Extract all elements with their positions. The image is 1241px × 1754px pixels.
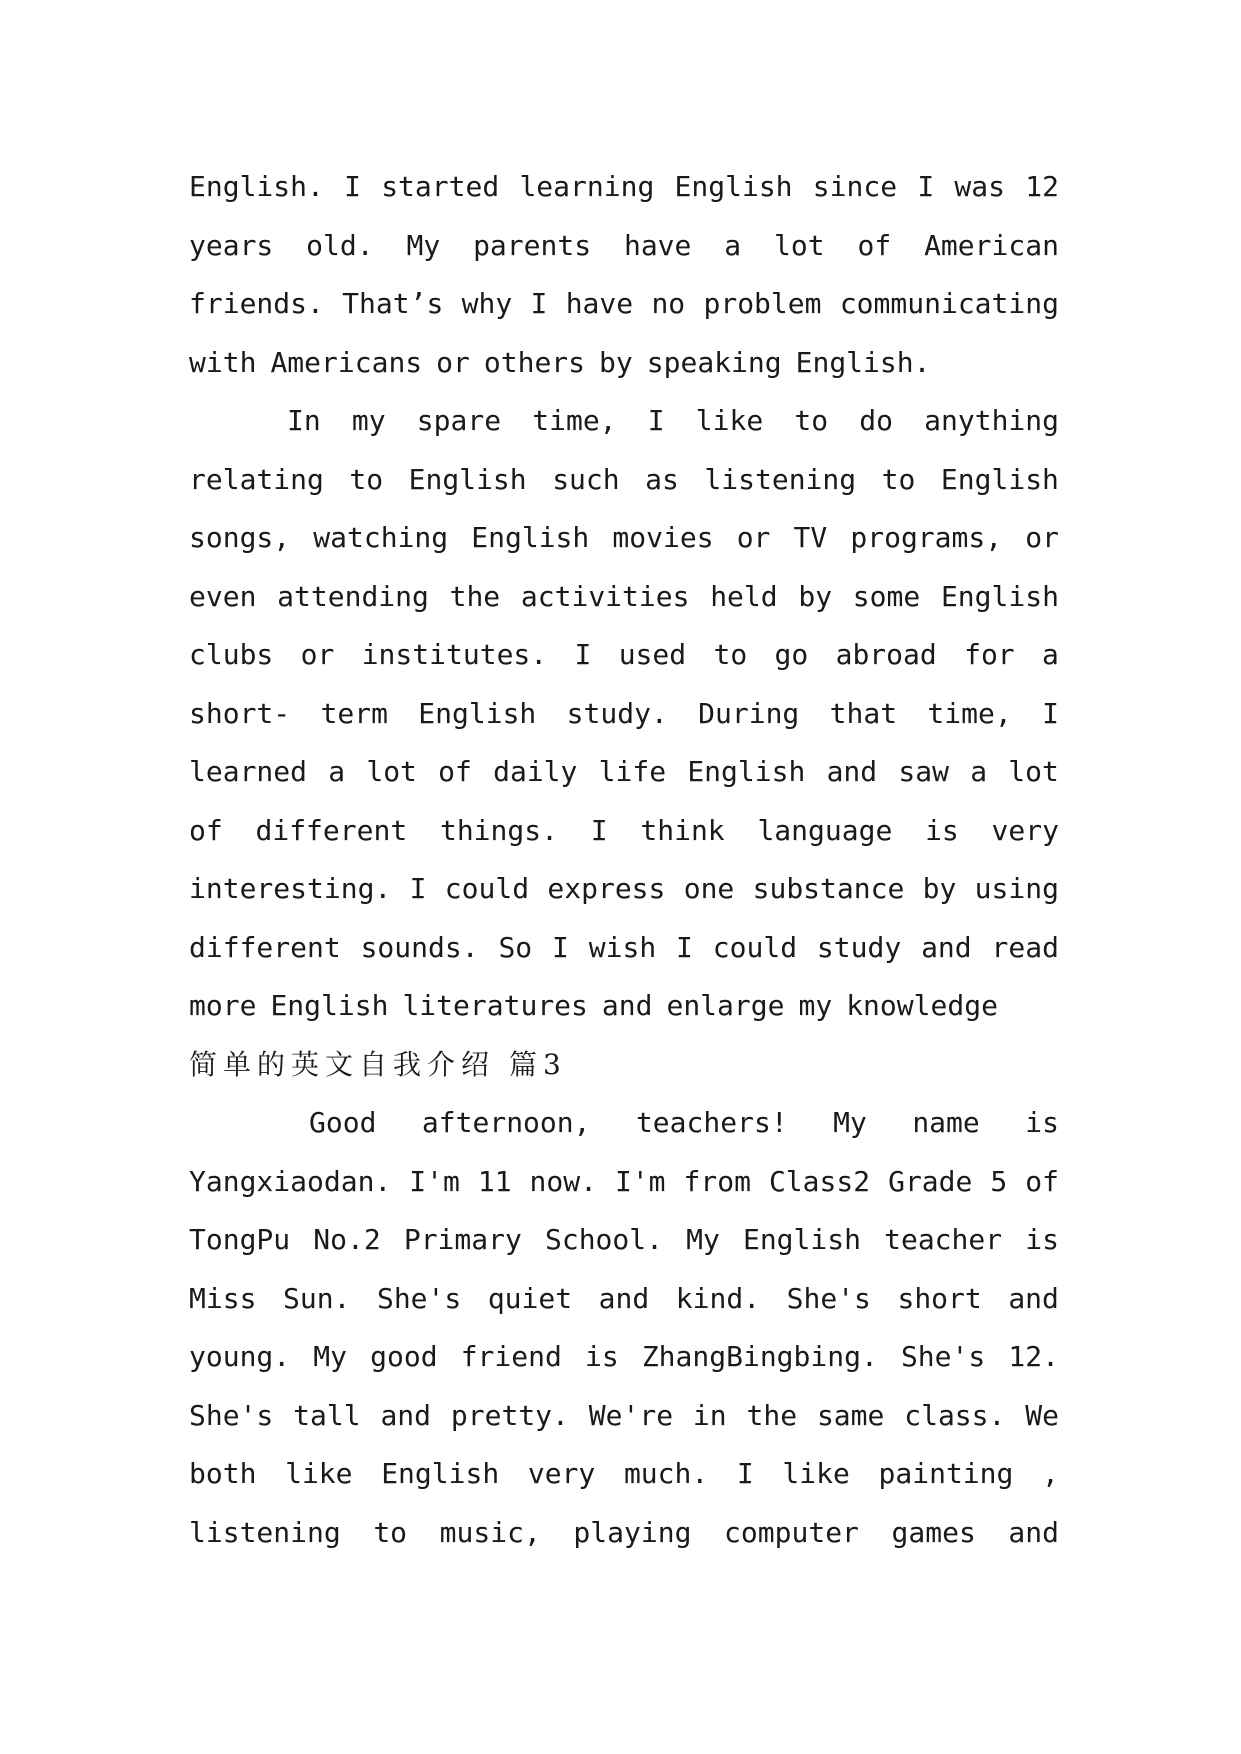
word: have xyxy=(623,228,692,262)
text-line xyxy=(189,1504,1059,1563)
word: go xyxy=(774,638,809,671)
word: listening xyxy=(189,1515,341,1549)
word: We're xyxy=(588,1398,674,1432)
word: lot xyxy=(366,755,417,788)
word: My xyxy=(406,228,441,262)
word: Americans xyxy=(270,345,423,379)
word: and xyxy=(598,1281,650,1315)
word: a xyxy=(328,755,346,788)
word: Grade xyxy=(888,1164,973,1198)
word: During xyxy=(698,696,800,730)
word: computer xyxy=(724,1515,859,1549)
word: clubs xyxy=(189,638,274,671)
word: class. xyxy=(904,1398,1006,1432)
word: teachers! xyxy=(635,1106,788,1139)
text-line xyxy=(189,392,1059,451)
word: was xyxy=(954,170,1005,203)
word: English. xyxy=(189,170,324,203)
word: Good xyxy=(309,1106,377,1139)
word: now. xyxy=(529,1164,597,1198)
word: I xyxy=(1042,696,1059,730)
text-line xyxy=(189,334,1059,393)
word: learned xyxy=(189,755,308,788)
word: term xyxy=(320,696,388,730)
word: in xyxy=(692,1398,727,1432)
text-line xyxy=(189,451,1059,510)
word: from xyxy=(683,1164,751,1198)
word: like xyxy=(782,1457,850,1490)
word: wish xyxy=(588,930,657,964)
word: the xyxy=(449,579,501,613)
word: since xyxy=(812,170,898,203)
text-line xyxy=(189,1211,1059,1270)
word: study xyxy=(816,930,902,964)
word: the xyxy=(746,1398,798,1432)
word: quiet xyxy=(487,1281,573,1315)
word: life xyxy=(598,755,667,788)
word: is xyxy=(925,813,959,847)
word: teacher xyxy=(884,1223,1003,1256)
word: some xyxy=(852,579,921,613)
word: as xyxy=(645,462,679,496)
word: like xyxy=(695,404,764,437)
word: School. xyxy=(544,1223,663,1256)
word: 5 xyxy=(990,1164,1008,1198)
word: playing xyxy=(573,1515,692,1549)
word: time, xyxy=(927,696,1012,730)
text-line xyxy=(189,802,1059,861)
word: TongPu xyxy=(189,1223,291,1256)
word: Sun. xyxy=(282,1281,351,1315)
word: to xyxy=(349,462,384,496)
word: saw xyxy=(898,755,949,788)
word: attending xyxy=(277,579,429,613)
word: We xyxy=(1025,1398,1059,1432)
word: very xyxy=(991,813,1059,847)
text-line xyxy=(189,977,1059,1036)
word: that xyxy=(829,696,898,730)
word: others xyxy=(483,345,586,379)
word: English xyxy=(687,755,806,788)
word: young. xyxy=(189,1340,291,1373)
word: like xyxy=(285,1457,353,1490)
word: and xyxy=(826,755,878,788)
word: games xyxy=(891,1515,976,1549)
word: That’s xyxy=(342,287,444,320)
word: and xyxy=(1008,1515,1059,1549)
text-line xyxy=(189,1387,1059,1446)
word: parents xyxy=(473,228,592,262)
word: I'm xyxy=(409,1164,460,1198)
text-line xyxy=(189,685,1059,744)
word: why xyxy=(461,287,513,320)
word: name xyxy=(912,1106,980,1139)
word: problem xyxy=(703,287,822,320)
word: I xyxy=(344,170,361,203)
word: I xyxy=(530,287,548,320)
word: no xyxy=(651,287,686,320)
word: is xyxy=(584,1340,619,1373)
word: English xyxy=(742,1223,861,1256)
word: I'm xyxy=(614,1164,666,1198)
word: things. xyxy=(439,813,558,847)
word: abroad xyxy=(835,638,937,671)
word: good xyxy=(370,1340,438,1373)
word: ZhangBingbing. xyxy=(641,1340,878,1373)
word: used xyxy=(618,638,687,671)
word: pretty. xyxy=(450,1398,569,1432)
word: music, xyxy=(439,1515,541,1549)
word: one xyxy=(683,872,735,905)
word: old. xyxy=(306,228,374,262)
word: a xyxy=(724,228,742,262)
word: by xyxy=(599,345,633,379)
word: of xyxy=(1025,1164,1059,1198)
text-line xyxy=(189,919,1059,978)
word: different xyxy=(189,930,341,964)
word: and xyxy=(380,1398,432,1432)
word: Class2 xyxy=(768,1164,871,1198)
word: my xyxy=(351,404,386,437)
text-line xyxy=(189,1153,1059,1212)
word: do xyxy=(859,404,893,437)
word: time, xyxy=(532,404,617,437)
word: of xyxy=(857,228,892,262)
text-line xyxy=(189,275,1059,334)
word: 12. xyxy=(1008,1340,1059,1373)
text-line xyxy=(189,509,1059,568)
word: more xyxy=(189,989,257,1022)
word: So xyxy=(498,930,533,964)
text-line xyxy=(189,568,1059,627)
word: with xyxy=(189,345,257,379)
word: No.2 xyxy=(313,1223,381,1256)
word: interesting. xyxy=(189,872,392,905)
word: songs, xyxy=(189,521,291,554)
word: by xyxy=(922,872,957,905)
word: and xyxy=(921,930,972,964)
word: started xyxy=(381,170,500,203)
word: My xyxy=(833,1106,867,1139)
word: 简单的英文自我介绍 xyxy=(189,1047,496,1081)
word: English xyxy=(471,521,590,554)
word: by xyxy=(798,579,833,613)
word: I xyxy=(917,170,935,203)
word: a xyxy=(1042,638,1059,671)
word: Miss xyxy=(189,1281,257,1315)
text-line xyxy=(189,217,1059,276)
word: watching xyxy=(313,521,449,554)
word: or xyxy=(300,638,335,671)
word: even xyxy=(189,579,257,613)
word: such xyxy=(552,462,620,496)
word: relating xyxy=(189,462,324,496)
word: and xyxy=(1008,1281,1059,1315)
word: my xyxy=(798,989,833,1022)
word: think xyxy=(640,813,725,847)
word: language xyxy=(757,813,893,847)
word: 12 xyxy=(1025,170,1059,203)
word: read xyxy=(991,930,1059,964)
word: English xyxy=(418,696,537,730)
word: friends. xyxy=(189,287,324,320)
word: English xyxy=(940,579,1059,613)
word: to xyxy=(881,462,916,496)
word: , xyxy=(1042,1457,1059,1490)
word: English xyxy=(674,170,793,203)
word: sounds. xyxy=(360,930,479,964)
word: My xyxy=(686,1223,720,1256)
word: is xyxy=(1025,1223,1059,1256)
word: for xyxy=(964,638,1015,671)
section-heading xyxy=(189,1036,1059,1095)
word: I xyxy=(647,404,665,437)
word: years xyxy=(189,228,274,262)
word: substance xyxy=(752,872,905,905)
word: I xyxy=(574,638,592,671)
word: using xyxy=(974,872,1059,905)
word: movies xyxy=(612,521,714,554)
word: is xyxy=(1025,1106,1059,1139)
word: short xyxy=(897,1281,982,1315)
word: English xyxy=(940,462,1059,496)
word: much. xyxy=(623,1457,709,1490)
word: My xyxy=(313,1340,347,1373)
word: programs, xyxy=(850,521,1003,554)
word: to xyxy=(794,404,829,437)
word: learning xyxy=(519,170,655,203)
text-line xyxy=(189,743,1059,802)
word: anything xyxy=(924,404,1059,437)
word: I xyxy=(736,1457,754,1490)
word: enlarge xyxy=(666,989,785,1022)
word: lot xyxy=(774,228,825,262)
word: speaking xyxy=(646,345,782,379)
word: painting xyxy=(878,1457,1014,1490)
word: to xyxy=(713,638,748,671)
word: a xyxy=(970,755,988,788)
word: daily xyxy=(493,755,578,788)
word: In xyxy=(287,404,321,437)
word: Yangxiaodan. xyxy=(189,1164,392,1198)
word: could xyxy=(712,930,798,964)
word: activities xyxy=(520,579,690,613)
word: or xyxy=(736,521,771,554)
word: literatures xyxy=(402,989,588,1022)
word: She's xyxy=(189,1398,274,1432)
word: short- xyxy=(189,696,291,730)
word: English xyxy=(381,1457,500,1490)
word: TV xyxy=(793,521,828,554)
document-body xyxy=(189,158,1059,1562)
word: She's xyxy=(900,1340,986,1373)
word: or xyxy=(436,345,470,379)
word: lot xyxy=(1008,755,1059,788)
word: very xyxy=(527,1457,596,1490)
word: spare xyxy=(416,404,502,437)
word: of xyxy=(438,755,472,788)
text-line xyxy=(189,1270,1059,1329)
text-line xyxy=(189,626,1059,685)
word: 11 xyxy=(477,1164,512,1198)
word: She's xyxy=(376,1281,462,1315)
word: afternoon, xyxy=(421,1106,591,1139)
word: I xyxy=(552,930,569,964)
word: English. xyxy=(795,345,931,379)
word: English xyxy=(270,989,389,1022)
text-line xyxy=(189,1445,1059,1504)
word: held xyxy=(710,579,778,613)
word: I xyxy=(409,872,427,905)
word: and xyxy=(601,989,653,1022)
text-line xyxy=(189,1328,1059,1387)
word: institutes. xyxy=(361,638,548,671)
word: express xyxy=(547,872,666,905)
word: English xyxy=(408,462,527,496)
word: I xyxy=(676,930,693,964)
word: communicating xyxy=(839,287,1059,320)
word: to xyxy=(373,1515,408,1549)
word: tall xyxy=(293,1398,361,1432)
text-line xyxy=(189,860,1059,919)
text-line xyxy=(189,1094,1059,1153)
word: different xyxy=(255,813,408,847)
word: have xyxy=(565,287,634,320)
word: listening xyxy=(704,462,857,496)
word: 篇3 xyxy=(509,1047,567,1081)
word: of xyxy=(189,813,223,847)
word: American xyxy=(924,228,1059,262)
word: both xyxy=(189,1457,257,1490)
word: study. xyxy=(566,696,668,730)
word: same xyxy=(816,1398,885,1432)
word: I xyxy=(590,813,608,847)
word: She's xyxy=(786,1281,871,1315)
word: or xyxy=(1025,521,1059,554)
text-line xyxy=(189,158,1059,217)
word: friend xyxy=(460,1340,562,1373)
word: Primary xyxy=(403,1223,522,1256)
word: kind. xyxy=(675,1281,761,1315)
word: could xyxy=(444,872,530,905)
word: knowledge xyxy=(846,989,998,1022)
